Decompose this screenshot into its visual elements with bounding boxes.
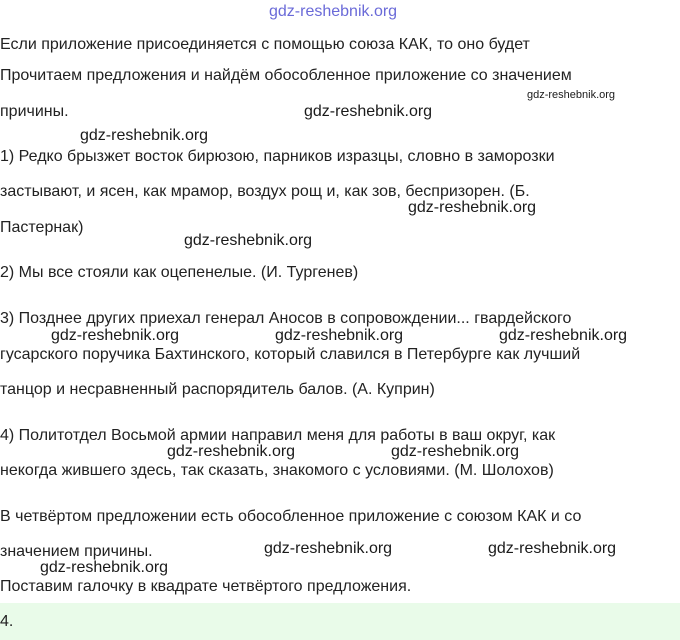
text-line-14: значением причины. bbox=[0, 543, 153, 560]
watermark-2: gdz-reshebnik.org bbox=[304, 103, 433, 120]
text-line-13: В четвёртом предложении есть обособленное приложение с союзом КАК и со bbox=[0, 508, 582, 525]
answer-text: 4. bbox=[0, 613, 14, 630]
watermark-5: gdz-reshebnik.org bbox=[184, 232, 313, 249]
watermark-6: gdz-reshebnik.org bbox=[51, 327, 180, 344]
watermark-7: gdz-reshebnik.org bbox=[275, 327, 404, 344]
watermark-9: gdz-reshebnik.org bbox=[167, 443, 296, 460]
text-line-6: Пастернак) bbox=[0, 219, 84, 236]
text-line-3: причины. bbox=[0, 103, 69, 120]
watermark-1: gdz-reshebnik.org bbox=[527, 89, 616, 101]
watermark-10: gdz-reshebnik.org bbox=[391, 443, 520, 460]
text-line-11: 4) Политотдел Восьмой армии направил меня для работы в ваш округ, как bbox=[0, 427, 556, 444]
watermark-3: gdz-reshebnik.org bbox=[80, 127, 209, 144]
watermark-4: gdz-reshebnik.org bbox=[408, 199, 537, 216]
text-line-9: гусарского поручика Бахтинского, который славился в Петербурге как лучший bbox=[0, 346, 581, 363]
text-line-5: застывают, и ясен, как мрамор, воздух рощ и, как зов, беспризорен. (Б. bbox=[0, 183, 530, 200]
text-line-8: 3) Позднее других приехал генерал Аносов в сопровождении... гвардейского bbox=[0, 310, 572, 327]
watermark-12: gdz-reshebnik.org bbox=[488, 540, 617, 557]
watermark-13: gdz-reshebnik.org bbox=[40, 559, 169, 576]
text-line-7: 2) Мы все стояли как оцепенелые. (И. Тургенев) bbox=[0, 264, 359, 281]
answer-box bbox=[0, 603, 680, 640]
text-line-1: Если приложение присоединяется с помощью союза КАК, то оно будет bbox=[0, 36, 530, 53]
watermark-11: gdz-reshebnik.org bbox=[264, 540, 393, 557]
text-line-2: Прочитаем предложения и найдём обособленное приложение со значением bbox=[0, 67, 572, 84]
text-line-4: 1) Редко брызжет восток бирюзою, парников изразцы, словно в заморозки bbox=[0, 148, 555, 165]
text-line-10: танцор и несравненный распорядитель балов. (А. Куприн) bbox=[0, 381, 435, 398]
text-line-12: некогда жившего здесь, так сказать, знакомого с условиями. (М. Шолохов) bbox=[0, 462, 554, 479]
text-line-15: Поставим галочку в квадрате четвёртого предложения. bbox=[0, 578, 412, 595]
watermark-top[interactable]: gdz-reshebnik.org bbox=[269, 3, 398, 20]
watermark-8: gdz-reshebnik.org bbox=[499, 327, 628, 344]
